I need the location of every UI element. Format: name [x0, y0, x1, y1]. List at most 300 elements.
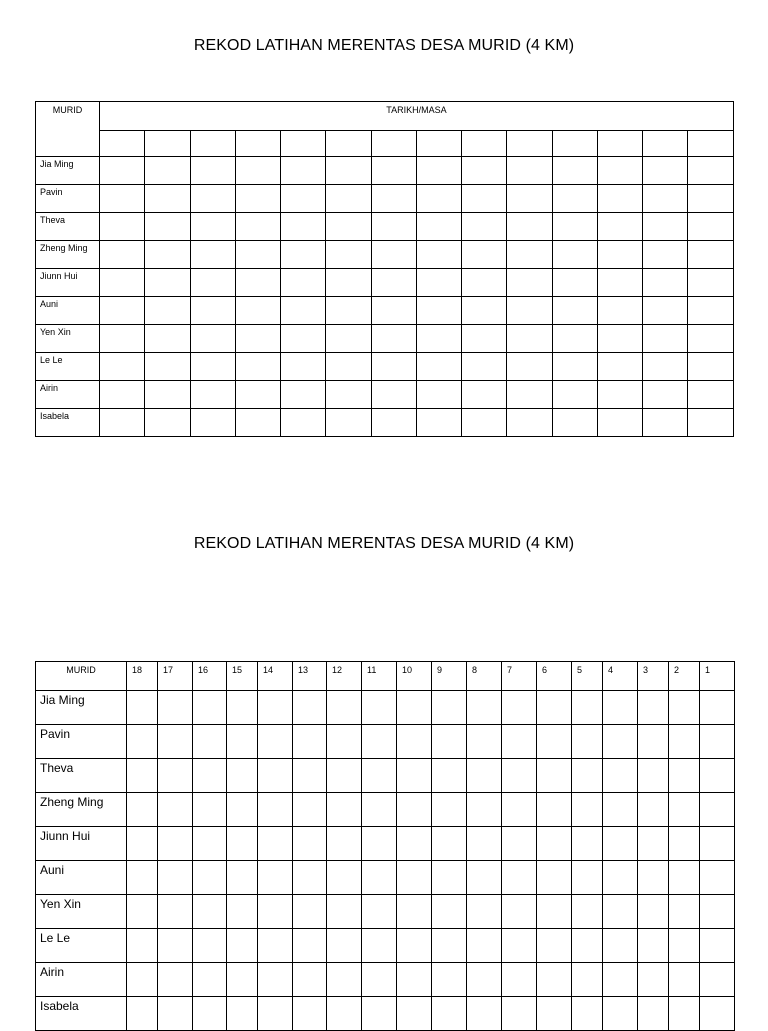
- record-cell[interactable]: [397, 793, 432, 827]
- record-cell[interactable]: [502, 963, 537, 997]
- record-cell[interactable]: [638, 691, 669, 725]
- record-cell[interactable]: [193, 963, 227, 997]
- record-cell[interactable]: [552, 381, 597, 409]
- record-cell[interactable]: [462, 325, 507, 353]
- record-cell[interactable]: [190, 381, 235, 409]
- record-cell[interactable]: [572, 997, 603, 1031]
- record-cell[interactable]: [467, 725, 502, 759]
- record-cell[interactable]: [669, 895, 700, 929]
- record-cell[interactable]: [158, 929, 193, 963]
- record-cell[interactable]: [597, 157, 642, 185]
- record-cell[interactable]: [552, 185, 597, 213]
- record-cell[interactable]: [190, 269, 235, 297]
- record-cell[interactable]: [371, 381, 416, 409]
- record-cell[interactable]: [258, 861, 293, 895]
- record-cell[interactable]: [507, 325, 552, 353]
- record-cell[interactable]: [158, 861, 193, 895]
- date-header-cell[interactable]: [552, 131, 597, 157]
- record-cell[interactable]: [190, 241, 235, 269]
- record-cell[interactable]: [293, 997, 327, 1031]
- record-cell[interactable]: [371, 353, 416, 381]
- record-cell[interactable]: [552, 409, 597, 437]
- record-cell[interactable]: [397, 725, 432, 759]
- record-cell[interactable]: [193, 725, 227, 759]
- record-cell[interactable]: [258, 691, 293, 725]
- record-cell[interactable]: [145, 213, 190, 241]
- record-cell[interactable]: [507, 409, 552, 437]
- record-cell[interactable]: [552, 213, 597, 241]
- date-header-cell[interactable]: [281, 131, 326, 157]
- record-cell[interactable]: [462, 241, 507, 269]
- record-cell[interactable]: [432, 827, 467, 861]
- record-cell[interactable]: [467, 759, 502, 793]
- record-cell[interactable]: [235, 381, 280, 409]
- record-cell[interactable]: [127, 963, 158, 997]
- record-cell[interactable]: [362, 997, 397, 1031]
- record-cell[interactable]: [235, 353, 280, 381]
- record-cell[interactable]: [700, 725, 735, 759]
- record-cell[interactable]: [643, 157, 688, 185]
- record-cell[interactable]: [416, 353, 461, 381]
- record-cell[interactable]: [700, 929, 735, 963]
- record-cell[interactable]: [643, 409, 688, 437]
- record-cell[interactable]: [145, 269, 190, 297]
- record-cell[interactable]: [700, 759, 735, 793]
- record-cell[interactable]: [603, 827, 638, 861]
- record-cell[interactable]: [281, 297, 326, 325]
- record-cell[interactable]: [597, 297, 642, 325]
- record-cell[interactable]: [462, 409, 507, 437]
- record-cell[interactable]: [432, 895, 467, 929]
- record-cell[interactable]: [397, 861, 432, 895]
- record-cell[interactable]: [397, 827, 432, 861]
- record-cell[interactable]: [416, 297, 461, 325]
- record-cell[interactable]: [669, 997, 700, 1031]
- record-cell[interactable]: [127, 725, 158, 759]
- record-cell[interactable]: [326, 157, 371, 185]
- record-cell[interactable]: [371, 409, 416, 437]
- record-cell[interactable]: [467, 997, 502, 1031]
- record-cell[interactable]: [572, 759, 603, 793]
- record-cell[interactable]: [127, 759, 158, 793]
- record-cell[interactable]: [552, 241, 597, 269]
- record-cell[interactable]: [502, 895, 537, 929]
- record-cell[interactable]: [597, 409, 642, 437]
- record-cell[interactable]: [416, 185, 461, 213]
- record-cell[interactable]: [643, 269, 688, 297]
- record-cell[interactable]: [190, 297, 235, 325]
- record-cell[interactable]: [281, 241, 326, 269]
- record-cell[interactable]: [432, 759, 467, 793]
- record-cell[interactable]: [100, 325, 145, 353]
- record-cell[interactable]: [293, 725, 327, 759]
- record-cell[interactable]: [227, 691, 258, 725]
- record-cell[interactable]: [603, 691, 638, 725]
- record-cell[interactable]: [688, 325, 733, 353]
- record-cell[interactable]: [127, 895, 158, 929]
- record-cell[interactable]: [362, 963, 397, 997]
- record-cell[interactable]: [327, 691, 362, 725]
- record-cell[interactable]: [258, 793, 293, 827]
- record-cell[interactable]: [432, 861, 467, 895]
- date-header-cell[interactable]: [597, 131, 642, 157]
- record-cell[interactable]: [572, 691, 603, 725]
- record-cell[interactable]: [158, 691, 193, 725]
- record-cell[interactable]: [502, 793, 537, 827]
- record-cell[interactable]: [100, 185, 145, 213]
- record-cell[interactable]: [190, 185, 235, 213]
- record-cell[interactable]: [145, 157, 190, 185]
- record-cell[interactable]: [638, 997, 669, 1031]
- record-cell[interactable]: [193, 861, 227, 895]
- record-cell[interactable]: [462, 213, 507, 241]
- record-cell[interactable]: [643, 213, 688, 241]
- date-header-cell[interactable]: [235, 131, 280, 157]
- record-cell[interactable]: [362, 759, 397, 793]
- record-cell[interactable]: [537, 793, 572, 827]
- record-cell[interactable]: [235, 241, 280, 269]
- record-cell[interactable]: [371, 185, 416, 213]
- record-cell[interactable]: [145, 381, 190, 409]
- record-cell[interactable]: [326, 297, 371, 325]
- record-cell[interactable]: [371, 157, 416, 185]
- record-cell[interactable]: [537, 963, 572, 997]
- record-cell[interactable]: [362, 895, 397, 929]
- record-cell[interactable]: [432, 963, 467, 997]
- record-cell[interactable]: [462, 353, 507, 381]
- record-cell[interactable]: [158, 725, 193, 759]
- record-cell[interactable]: [227, 827, 258, 861]
- record-cell[interactable]: [416, 241, 461, 269]
- record-cell[interactable]: [467, 895, 502, 929]
- record-cell[interactable]: [193, 895, 227, 929]
- record-cell[interactable]: [100, 157, 145, 185]
- record-cell[interactable]: [327, 997, 362, 1031]
- record-cell[interactable]: [193, 759, 227, 793]
- record-cell[interactable]: [467, 929, 502, 963]
- record-cell[interactable]: [416, 409, 461, 437]
- record-cell[interactable]: [416, 381, 461, 409]
- record-cell[interactable]: [669, 759, 700, 793]
- record-cell[interactable]: [235, 213, 280, 241]
- record-cell[interactable]: [700, 861, 735, 895]
- record-cell[interactable]: [281, 381, 326, 409]
- record-cell[interactable]: [597, 381, 642, 409]
- record-cell[interactable]: [193, 691, 227, 725]
- record-cell[interactable]: [603, 759, 638, 793]
- record-cell[interactable]: [638, 725, 669, 759]
- record-cell[interactable]: [507, 241, 552, 269]
- record-cell[interactable]: [235, 157, 280, 185]
- record-cell[interactable]: [507, 213, 552, 241]
- record-cell[interactable]: [638, 963, 669, 997]
- record-cell[interactable]: [507, 157, 552, 185]
- record-cell[interactable]: [416, 157, 461, 185]
- record-cell[interactable]: [603, 895, 638, 929]
- record-cell[interactable]: [467, 827, 502, 861]
- record-cell[interactable]: [462, 297, 507, 325]
- record-cell[interactable]: [638, 895, 669, 929]
- record-cell[interactable]: [371, 241, 416, 269]
- record-cell[interactable]: [502, 827, 537, 861]
- record-cell[interactable]: [100, 241, 145, 269]
- record-cell[interactable]: [326, 353, 371, 381]
- record-cell[interactable]: [127, 691, 158, 725]
- record-cell[interactable]: [643, 381, 688, 409]
- record-cell[interactable]: [502, 759, 537, 793]
- record-cell[interactable]: [193, 929, 227, 963]
- record-cell[interactable]: [227, 725, 258, 759]
- record-cell[interactable]: [688, 409, 733, 437]
- record-cell[interactable]: [190, 409, 235, 437]
- record-cell[interactable]: [688, 297, 733, 325]
- record-cell[interactable]: [700, 827, 735, 861]
- record-cell[interactable]: [371, 269, 416, 297]
- record-cell[interactable]: [432, 691, 467, 725]
- record-cell[interactable]: [537, 861, 572, 895]
- date-header-cell[interactable]: [100, 131, 145, 157]
- record-cell[interactable]: [507, 353, 552, 381]
- record-cell[interactable]: [552, 297, 597, 325]
- record-cell[interactable]: [416, 269, 461, 297]
- record-cell[interactable]: [638, 929, 669, 963]
- record-cell[interactable]: [158, 793, 193, 827]
- record-cell[interactable]: [227, 793, 258, 827]
- record-cell[interactable]: [597, 269, 642, 297]
- record-cell[interactable]: [537, 725, 572, 759]
- record-cell[interactable]: [158, 963, 193, 997]
- record-cell[interactable]: [462, 381, 507, 409]
- record-cell[interactable]: [467, 963, 502, 997]
- record-cell[interactable]: [700, 691, 735, 725]
- record-cell[interactable]: [227, 895, 258, 929]
- record-cell[interactable]: [145, 185, 190, 213]
- record-cell[interactable]: [258, 963, 293, 997]
- record-cell[interactable]: [688, 241, 733, 269]
- record-cell[interactable]: [638, 793, 669, 827]
- record-cell[interactable]: [258, 997, 293, 1031]
- date-header-cell[interactable]: [326, 131, 371, 157]
- record-cell[interactable]: [572, 793, 603, 827]
- record-cell[interactable]: [669, 861, 700, 895]
- record-cell[interactable]: [643, 241, 688, 269]
- record-cell[interactable]: [235, 409, 280, 437]
- record-cell[interactable]: [362, 793, 397, 827]
- record-cell[interactable]: [462, 157, 507, 185]
- record-cell[interactable]: [397, 691, 432, 725]
- record-cell[interactable]: [362, 929, 397, 963]
- record-cell[interactable]: [258, 929, 293, 963]
- record-cell[interactable]: [688, 269, 733, 297]
- record-cell[interactable]: [145, 297, 190, 325]
- record-cell[interactable]: [467, 861, 502, 895]
- record-cell[interactable]: [669, 691, 700, 725]
- record-cell[interactable]: [397, 997, 432, 1031]
- record-cell[interactable]: [700, 963, 735, 997]
- record-cell[interactable]: [416, 325, 461, 353]
- record-cell[interactable]: [643, 185, 688, 213]
- record-cell[interactable]: [597, 213, 642, 241]
- record-cell[interactable]: [281, 353, 326, 381]
- record-cell[interactable]: [293, 963, 327, 997]
- date-header-cell[interactable]: [643, 131, 688, 157]
- record-cell[interactable]: [669, 725, 700, 759]
- record-cell[interactable]: [371, 297, 416, 325]
- record-cell[interactable]: [258, 725, 293, 759]
- record-cell[interactable]: [235, 325, 280, 353]
- date-header-cell[interactable]: [507, 131, 552, 157]
- date-header-cell[interactable]: [462, 131, 507, 157]
- record-cell[interactable]: [158, 895, 193, 929]
- record-cell[interactable]: [572, 725, 603, 759]
- record-cell[interactable]: [643, 297, 688, 325]
- record-cell[interactable]: [326, 269, 371, 297]
- record-cell[interactable]: [669, 929, 700, 963]
- record-cell[interactable]: [432, 793, 467, 827]
- record-cell[interactable]: [597, 325, 642, 353]
- record-cell[interactable]: [502, 997, 537, 1031]
- record-cell[interactable]: [688, 157, 733, 185]
- record-cell[interactable]: [432, 725, 467, 759]
- record-cell[interactable]: [158, 827, 193, 861]
- record-cell[interactable]: [643, 353, 688, 381]
- record-cell[interactable]: [193, 793, 227, 827]
- record-cell[interactable]: [700, 895, 735, 929]
- record-cell[interactable]: [227, 861, 258, 895]
- record-cell[interactable]: [327, 759, 362, 793]
- record-cell[interactable]: [638, 827, 669, 861]
- record-cell[interactable]: [537, 759, 572, 793]
- record-cell[interactable]: [502, 725, 537, 759]
- record-cell[interactable]: [432, 929, 467, 963]
- record-cell[interactable]: [190, 325, 235, 353]
- record-cell[interactable]: [537, 691, 572, 725]
- record-cell[interactable]: [643, 325, 688, 353]
- record-cell[interactable]: [669, 793, 700, 827]
- record-cell[interactable]: [597, 353, 642, 381]
- record-cell[interactable]: [700, 997, 735, 1031]
- record-cell[interactable]: [281, 409, 326, 437]
- record-cell[interactable]: [537, 997, 572, 1031]
- record-cell[interactable]: [326, 409, 371, 437]
- record-cell[interactable]: [572, 861, 603, 895]
- record-cell[interactable]: [100, 297, 145, 325]
- record-cell[interactable]: [669, 963, 700, 997]
- record-cell[interactable]: [502, 691, 537, 725]
- date-header-cell[interactable]: [371, 131, 416, 157]
- record-cell[interactable]: [293, 827, 327, 861]
- record-cell[interactable]: [281, 157, 326, 185]
- record-cell[interactable]: [462, 269, 507, 297]
- record-cell[interactable]: [371, 325, 416, 353]
- record-cell[interactable]: [603, 725, 638, 759]
- record-cell[interactable]: [502, 929, 537, 963]
- record-cell[interactable]: [603, 997, 638, 1031]
- record-cell[interactable]: [552, 325, 597, 353]
- record-cell[interactable]: [281, 269, 326, 297]
- record-cell[interactable]: [227, 963, 258, 997]
- record-cell[interactable]: [293, 861, 327, 895]
- record-cell[interactable]: [127, 827, 158, 861]
- record-cell[interactable]: [507, 269, 552, 297]
- record-cell[interactable]: [190, 213, 235, 241]
- record-cell[interactable]: [362, 827, 397, 861]
- record-cell[interactable]: [227, 997, 258, 1031]
- record-cell[interactable]: [145, 409, 190, 437]
- record-cell[interactable]: [362, 725, 397, 759]
- record-cell[interactable]: [397, 895, 432, 929]
- record-cell[interactable]: [145, 353, 190, 381]
- record-cell[interactable]: [327, 861, 362, 895]
- record-cell[interactable]: [327, 963, 362, 997]
- record-cell[interactable]: [326, 325, 371, 353]
- record-cell[interactable]: [158, 759, 193, 793]
- record-cell[interactable]: [193, 827, 227, 861]
- record-cell[interactable]: [293, 759, 327, 793]
- record-cell[interactable]: [326, 241, 371, 269]
- date-header-cell[interactable]: [190, 131, 235, 157]
- record-cell[interactable]: [327, 895, 362, 929]
- record-cell[interactable]: [281, 185, 326, 213]
- record-cell[interactable]: [293, 793, 327, 827]
- record-cell[interactable]: [603, 793, 638, 827]
- record-cell[interactable]: [462, 185, 507, 213]
- record-cell[interactable]: [669, 827, 700, 861]
- record-cell[interactable]: [235, 185, 280, 213]
- record-cell[interactable]: [688, 213, 733, 241]
- record-cell[interactable]: [293, 691, 327, 725]
- record-cell[interactable]: [688, 381, 733, 409]
- record-cell[interactable]: [190, 353, 235, 381]
- record-cell[interactable]: [258, 895, 293, 929]
- record-cell[interactable]: [537, 827, 572, 861]
- record-cell[interactable]: [432, 997, 467, 1031]
- record-cell[interactable]: [193, 997, 227, 1031]
- record-cell[interactable]: [537, 895, 572, 929]
- record-cell[interactable]: [603, 861, 638, 895]
- record-cell[interactable]: [603, 963, 638, 997]
- record-cell[interactable]: [467, 691, 502, 725]
- record-cell[interactable]: [326, 185, 371, 213]
- record-cell[interactable]: [100, 269, 145, 297]
- record-cell[interactable]: [326, 381, 371, 409]
- record-cell[interactable]: [327, 725, 362, 759]
- record-cell[interactable]: [572, 827, 603, 861]
- record-cell[interactable]: [227, 759, 258, 793]
- record-cell[interactable]: [416, 213, 461, 241]
- record-cell[interactable]: [100, 381, 145, 409]
- record-cell[interactable]: [397, 759, 432, 793]
- record-cell[interactable]: [397, 929, 432, 963]
- date-header-cell[interactable]: [688, 131, 733, 157]
- record-cell[interactable]: [281, 213, 326, 241]
- record-cell[interactable]: [100, 409, 145, 437]
- record-cell[interactable]: [127, 861, 158, 895]
- record-cell[interactable]: [281, 325, 326, 353]
- record-cell[interactable]: [597, 241, 642, 269]
- record-cell[interactable]: [327, 827, 362, 861]
- record-cell[interactable]: [700, 793, 735, 827]
- record-cell[interactable]: [145, 325, 190, 353]
- record-cell[interactable]: [397, 963, 432, 997]
- record-cell[interactable]: [145, 241, 190, 269]
- record-cell[interactable]: [227, 929, 258, 963]
- record-cell[interactable]: [258, 759, 293, 793]
- record-cell[interactable]: [127, 929, 158, 963]
- record-cell[interactable]: [552, 353, 597, 381]
- record-cell[interactable]: [688, 353, 733, 381]
- record-cell[interactable]: [537, 929, 572, 963]
